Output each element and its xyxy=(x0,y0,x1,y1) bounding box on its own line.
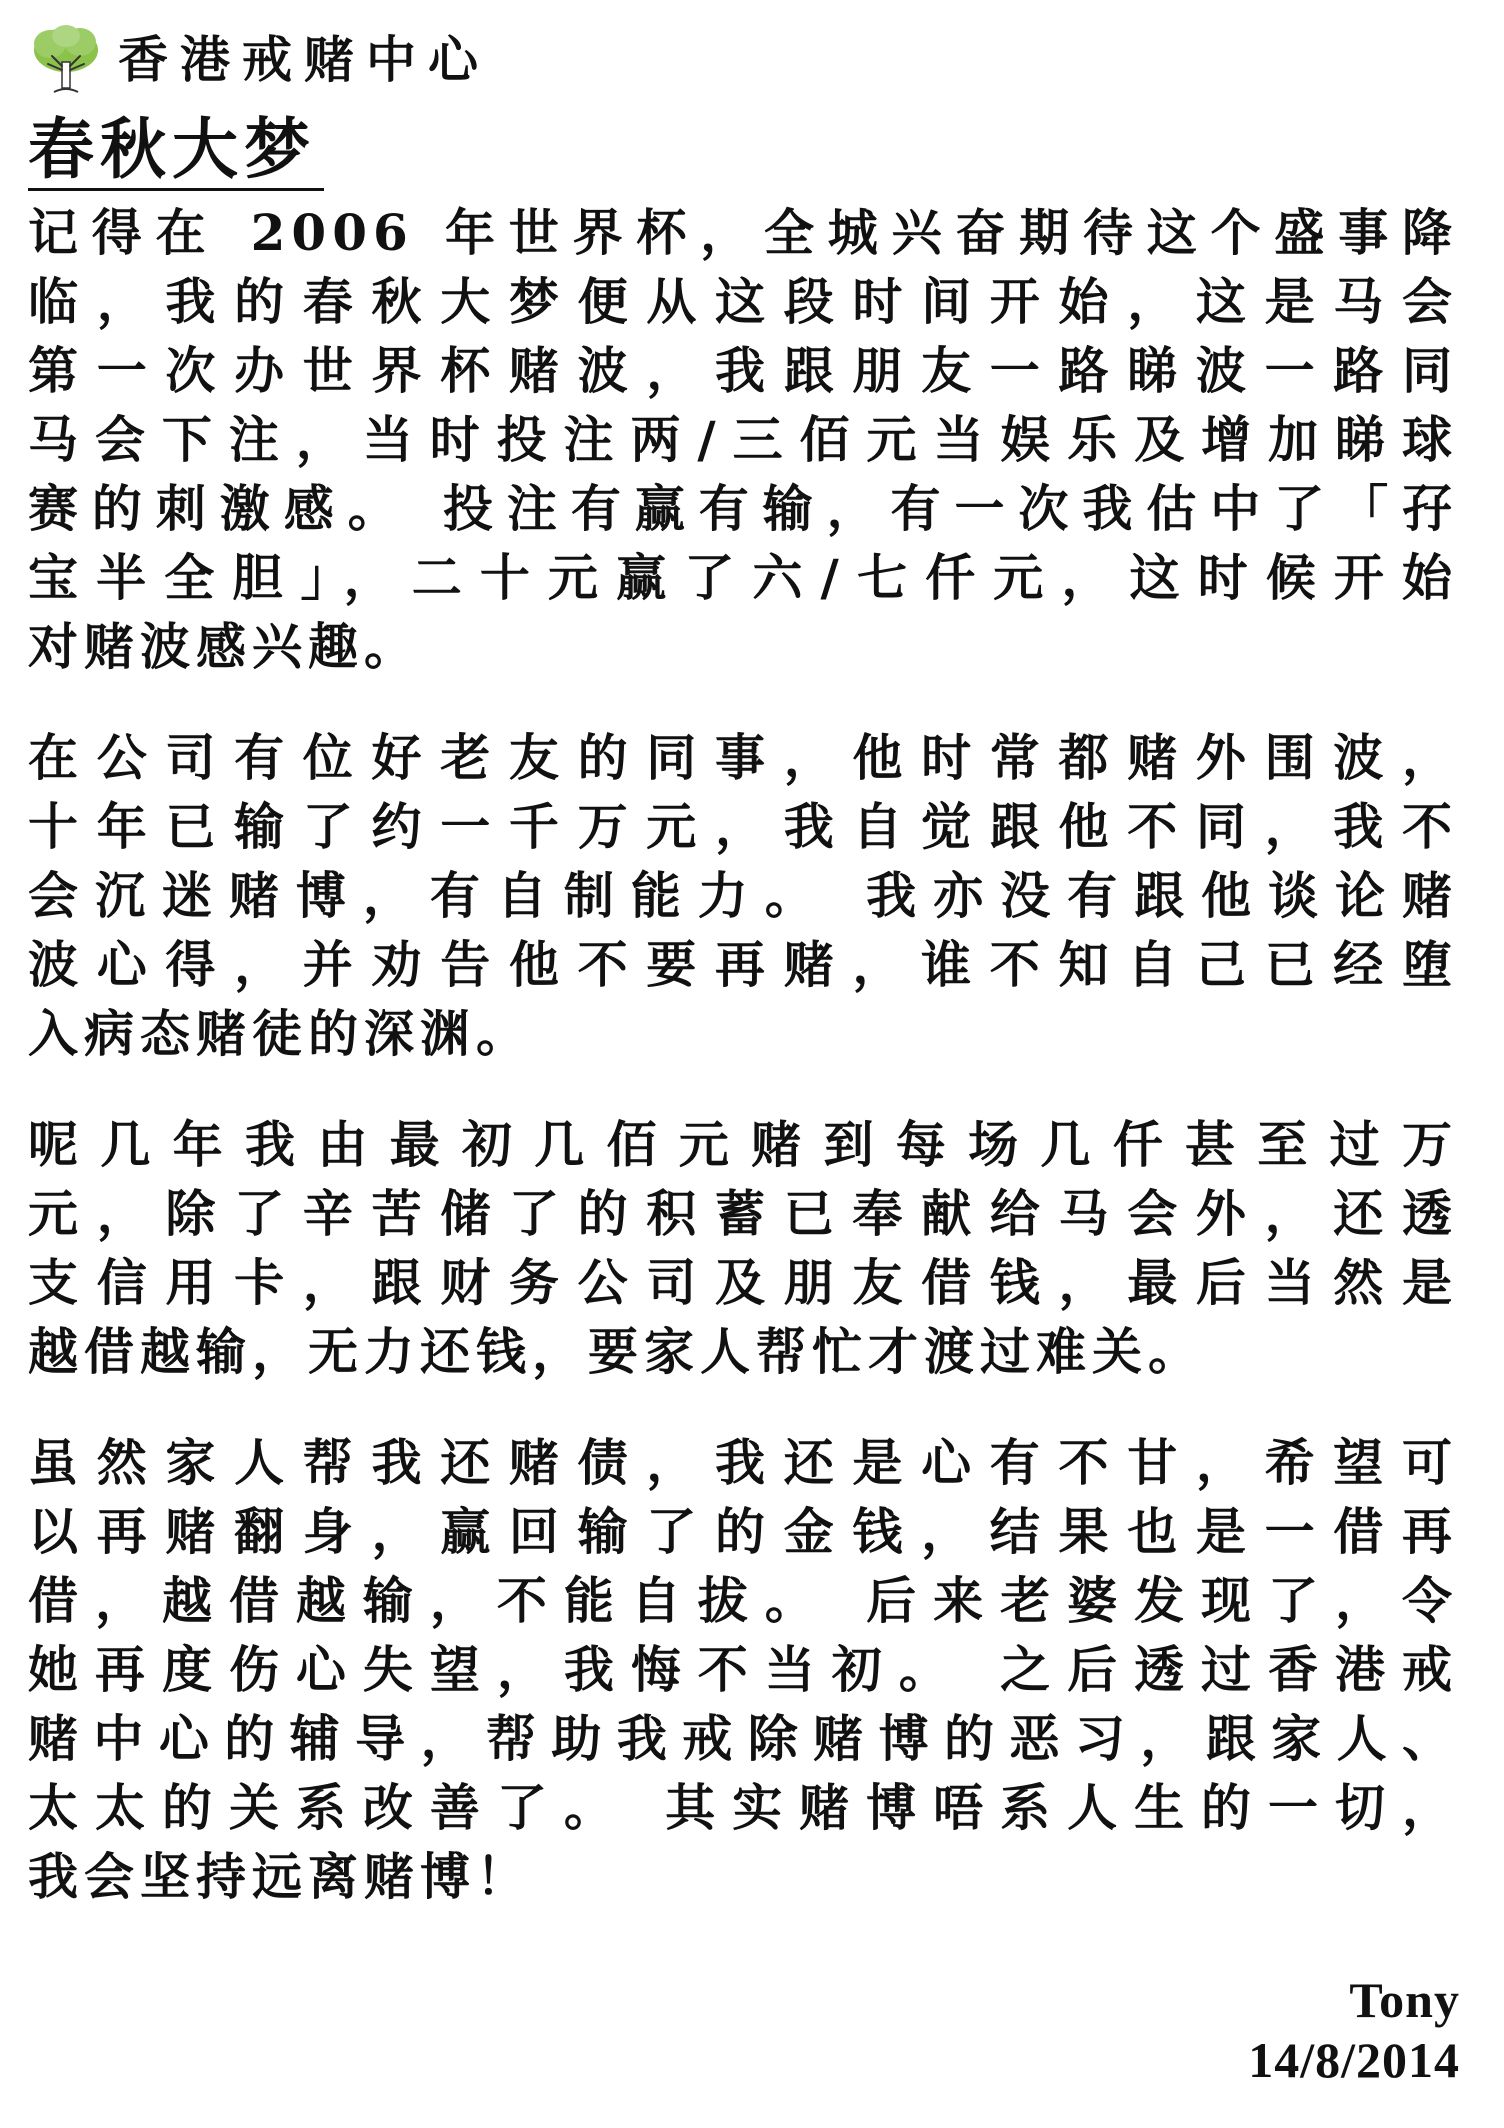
signature-date: 14/8/2014 xyxy=(1248,2032,1460,2088)
text-line: 十年已输了约一千万元，我自觉跟他不同，我不 xyxy=(28,797,1458,856)
tree-with-hands-icon xyxy=(28,22,104,98)
text-line: 临，我的春秋大梦便从这段时间开始，这是马会 xyxy=(28,272,1458,331)
text-line: 太太的关系改善了。 其实赌博唔系人生的一切， xyxy=(28,1778,1458,1837)
signature-block xyxy=(1248,1970,1460,2090)
text-line: 支信用卡，跟财务公司及朋友借钱，最后当然是 xyxy=(28,1253,1458,1312)
document-title: 春秋大梦 xyxy=(28,112,324,191)
paragraph-4 xyxy=(28,1428,1458,1911)
text-line: 在公司有位好老友的同事，他时常都赌外围波， xyxy=(28,728,1458,787)
text-line: 我会坚持远离赌博！ xyxy=(28,1847,532,1906)
text-line: 以再赌翻身，赢回输了的金钱，结果也是一借再 xyxy=(28,1502,1458,1561)
paragraph-3 xyxy=(28,1110,1458,1386)
paragraph-1 xyxy=(28,198,1458,681)
text-line: 记得在 2006 年世界杯，全城兴奋期待这个盛事降 xyxy=(28,203,1458,262)
signature-name: Tony xyxy=(1349,1972,1460,2028)
text-line: 赌中心的辅导，帮助我戒除赌博的恶习，跟家人、 xyxy=(28,1709,1458,1768)
text-line: 对赌波感兴趣。 xyxy=(28,617,420,676)
text-line: 呢几年我由最初几佰元赌到每场几仟甚至过万 xyxy=(28,1115,1458,1174)
paragraph-2 xyxy=(28,723,1458,1068)
text-line: 借，越借越输，不能自拔。 后来老婆发现了，令 xyxy=(28,1571,1458,1630)
text-line: 第一次办世界杯赌波，我跟朋友一路睇波一路同 xyxy=(28,341,1458,400)
text-line: 元，除了辛苦储了的积蓄已奉献给马会外，还透 xyxy=(28,1184,1458,1243)
text-line: 入病态赌徒的深渊。 xyxy=(28,1004,532,1063)
text-line: 越借越输，无力还钱，要家人帮忙才渡过难关。 xyxy=(28,1322,1204,1381)
header xyxy=(28,22,490,98)
text-line: 会沉迷赌博，有自制能力。 我亦没有跟他谈论赌 xyxy=(28,866,1458,925)
text-line: 赛的刺激感。 投注有赢有输，有一次我估中了「孖 xyxy=(28,479,1458,538)
text-line: 马会下注，当时投注两/三佰元当娱乐及增加睇球 xyxy=(28,410,1458,469)
text-line: 波心得，并劝告他不要再赌，谁不知自己已经堕 xyxy=(28,935,1458,994)
letter-body xyxy=(28,198,1458,1953)
org-name: 香港戒赌中心 xyxy=(118,30,490,89)
text-line: 她再度伤心失望，我悔不当初。 之后透过香港戒 xyxy=(28,1640,1458,1699)
text-line: 虽然家人帮我还赌债，我还是心有不甘，希望可 xyxy=(28,1433,1458,1492)
text-line: 宝半全胆」，二十元赢了六/七仟元，这时候开始 xyxy=(28,548,1458,607)
